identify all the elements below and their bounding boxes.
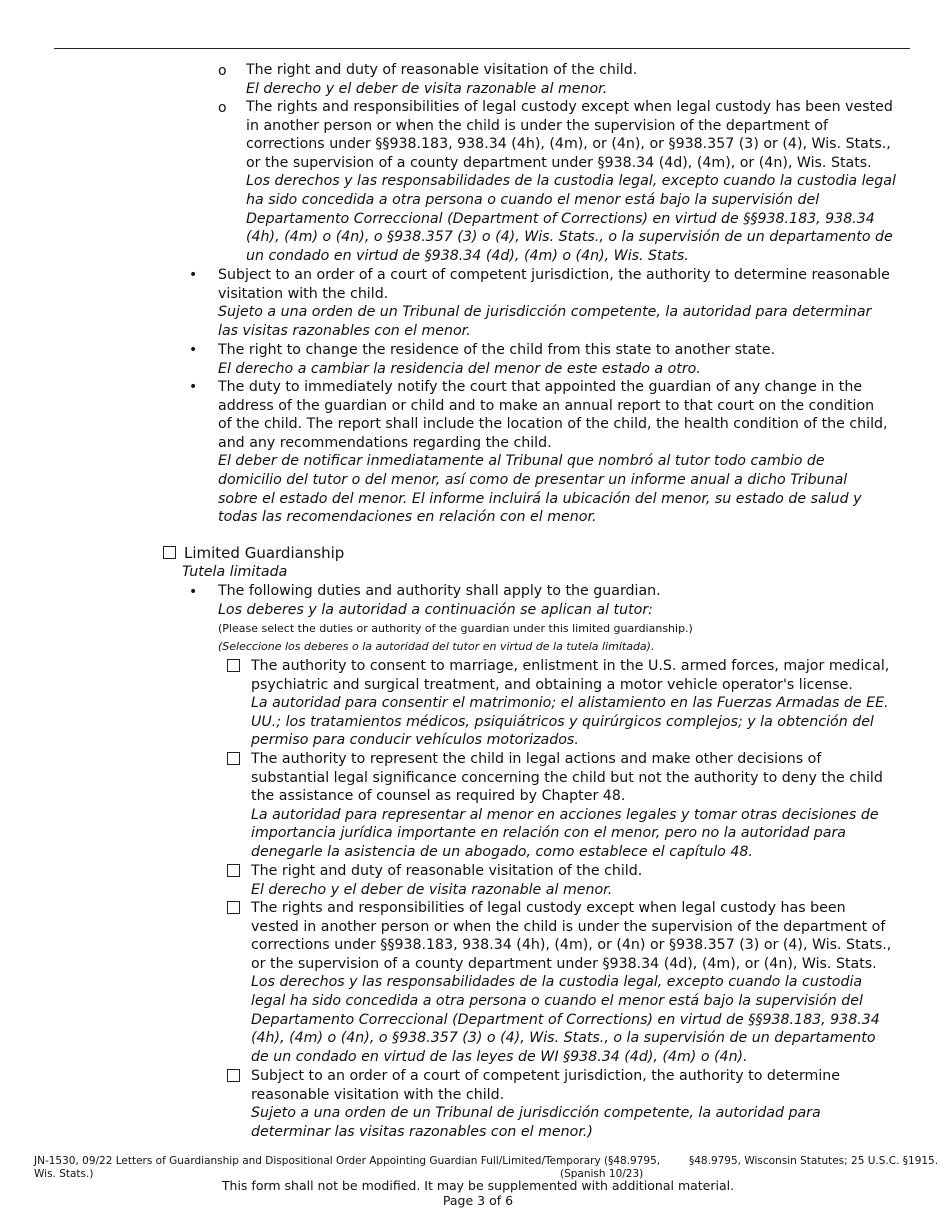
notify-es: El deber de notificar inmediatamente al Tribunal que nombró al tutor todo cambio de domicilio del tutor o del menor, así como de presentar un informe anual a dicho Tribunal sobre el estado del menor. El informe incluirá la ubicación del menor, su estado de salud y todas las recomendaciones en relación con el menor. — [218, 453, 862, 526]
subject-item — [218, 266, 890, 340]
option-custody-en: The rights and responsibilities of legal custody except when legal custody has been vested in another person or when the child is under the supervision of the department of corrections under §§938.183, 938.34 (4h), (4m), or (4n) or §938.357 (3) or (4), Wis. Stats., or the supervision of a county department under §938.34 (4d), (4m), or (4n), Wis. Stats. — [251, 900, 892, 972]
footer-form-id: JN-1530, 09/22 Letters of Guardianship and Dispositional Order Appointing Guardian Full/Limited/Temporary (§48.9795, Wis. Stats.) — [34, 1155, 661, 1180]
residence-en: The right to change the residence of the child from this state to another state. — [218, 342, 776, 358]
bullet-icon: • — [189, 379, 198, 395]
top-rule — [54, 48, 910, 49]
option-custody-es: Los derechos y las responsabilidades de la custodia legal, excepto cuando la custodia legal ha sido concedida a otra persona o cuando el menor está bajo la supervisión del Departamento Correccional (Department of Corrections) en virtud de §§938.183, 938.34 (4h), (4m) o (4n), o §938.357 (3) o (4), Wis. Stats., o la supervisión de un departamento de un condado en virtud de las leyes de WI §938.34 (4d), (4m) o (4n). — [251, 974, 880, 1065]
circle-bullet-icon: o — [218, 100, 227, 116]
limited-note-es: (Seleccione los deberes o la autoridad del tutor en virtud de la tutela limitada). — [218, 640, 655, 653]
option-consent-en: The authority to consent to marriage, enlistment in the U.S. armed forces, major medical, psychiatric and surgical treatment, and obtaining a motor vehicle operator's license. — [251, 658, 890, 693]
visitation-en: The right and duty of reasonable visitation of the child. — [246, 62, 638, 78]
option-represent-en: The authority to represent the child in legal actions and make other decisions of substantial legal significance concerning the child but not the authority to deny the child the assistance of counsel as required by Chapter 48. — [251, 751, 883, 805]
bullet-icon: • — [189, 342, 198, 358]
option-visitation-en: The right and duty of reasonable visitation of the child. — [251, 863, 643, 879]
option-checkbox-custody[interactable] — [227, 901, 240, 914]
notify-en: The duty to immediately notify the court that appointed the guardian of any change in the address of the guardian or child and to make an annual report to that court on the condition of the child. The report shall include the location of the child, the health condition of the child, and any recommendations regarding the child. — [218, 379, 888, 451]
bullet-icon: • — [189, 267, 198, 283]
option-checkbox-represent[interactable] — [227, 752, 240, 765]
footer-statutes: §48.9795, Wisconsin Statutes; 25 U.S.C. §1915. — [689, 1155, 939, 1167]
notify-item — [218, 378, 890, 527]
subject-en: Subject to an order of a court of competent jurisdiction, the authority to determine reasonable visitation with the child. — [218, 267, 890, 302]
circle-bullet-icon: o — [218, 63, 227, 79]
option-consent — [251, 657, 893, 750]
residence-item — [218, 341, 890, 378]
visitation-item — [246, 61, 896, 98]
option-visitation-es: El derecho y el deber de visita razonable al menor. — [251, 881, 613, 898]
option-checkbox-visitation[interactable] — [227, 864, 240, 877]
option-represent-es: La autoridad para representar al menor en acciones legales y tomar otras decisiones de importancia jurídica importante en relación con el menor, pero no la autoridad para denegarle la asistencia de un abogado, como establece el capítulo 48. — [251, 806, 879, 860]
limited-note-en: (Please select the duties or authority of the guardian under this limited guardianship.) — [218, 622, 693, 635]
option-subject — [251, 1067, 893, 1141]
residence-es: El derecho a cambiar la residencia del menor de este estado a otro. — [218, 360, 701, 377]
custody-es: Los derechos y las responsabilidades de la custodia legal, excepto cuando la custodia legal ha sido concedida a otra persona o cuando el menor está bajo la supervisión del Departamento Correccional (Department of Corrections) en virtud de §§938.183, 938.34 (4h), (4m) o (4n), o §938.357 (3) o (4), Wis. Stats., o la supervisión de un departamento de un condado en virtud de §938.34 (4d), (4m) o (4n), Wis. Stats. — [246, 173, 896, 264]
option-checkbox-subject[interactable] — [227, 1069, 240, 1082]
custody-en: The rights and responsibilities of legal custody except when legal custody has been vested in another person or when the child is under the supervision of the department of corrections under §§938.183, 938.34 (4h), (4m), or (4n), or §938.357 (3) or (4), Wis. Stats., or the supervision of a county department under §938.34 (4d), (4m), or (4n), Wis. Stats. — [246, 99, 893, 171]
limited-guardianship-title-es: Tutela limitada — [182, 564, 288, 580]
limited-guardianship-checkbox[interactable] — [163, 546, 176, 559]
footer-page-number: Page 3 of 6 — [442, 1193, 514, 1208]
option-subject-es: Sujeto a una orden de un Tribunal de jurisdicción competente, la autoridad para determinar las visitas razonables con el menor.) — [251, 1105, 821, 1140]
limited-intro-es: Los deberes y la autoridad a continuación se aplican al tutor: — [218, 601, 653, 618]
limited-intro-en: The following duties and authority shall apply to the guardian. — [218, 583, 661, 599]
bullet-icon: • — [189, 584, 198, 600]
visitation-es: El derecho y el deber de visita razonable al menor. — [246, 80, 608, 97]
footer-notice: This form shall not be modified. It may be supplemented with additional material. — [221, 1178, 735, 1193]
option-consent-es: La autoridad para consentir el matrimonio; el alistamiento en las Fuerzas Armadas de EE. UU.; los tratamientos médicos, psiquiátricos y quirúrgicos complejos; y la obtención del permiso para conducir vehículos motorizados. — [251, 695, 889, 749]
option-represent — [251, 750, 893, 862]
custody-item — [246, 98, 896, 265]
option-visitation — [251, 862, 893, 899]
footer-spanish-version: (Spanish 10/23) — [560, 1168, 644, 1180]
subject-es: Sujeto a una orden de un Tribunal de jurisdicción competente, la autoridad para determinar las visitas razonables con el menor. — [218, 304, 872, 339]
limited-guardianship-title: Limited Guardianship — [184, 544, 345, 562]
option-checkbox-consent[interactable] — [227, 659, 240, 672]
limited-intro — [218, 582, 890, 619]
option-subject-en: Subject to an order of a court of competent jurisdiction, the authority to determine reasonable visitation with the child. — [251, 1068, 841, 1103]
option-custody — [251, 899, 893, 1066]
